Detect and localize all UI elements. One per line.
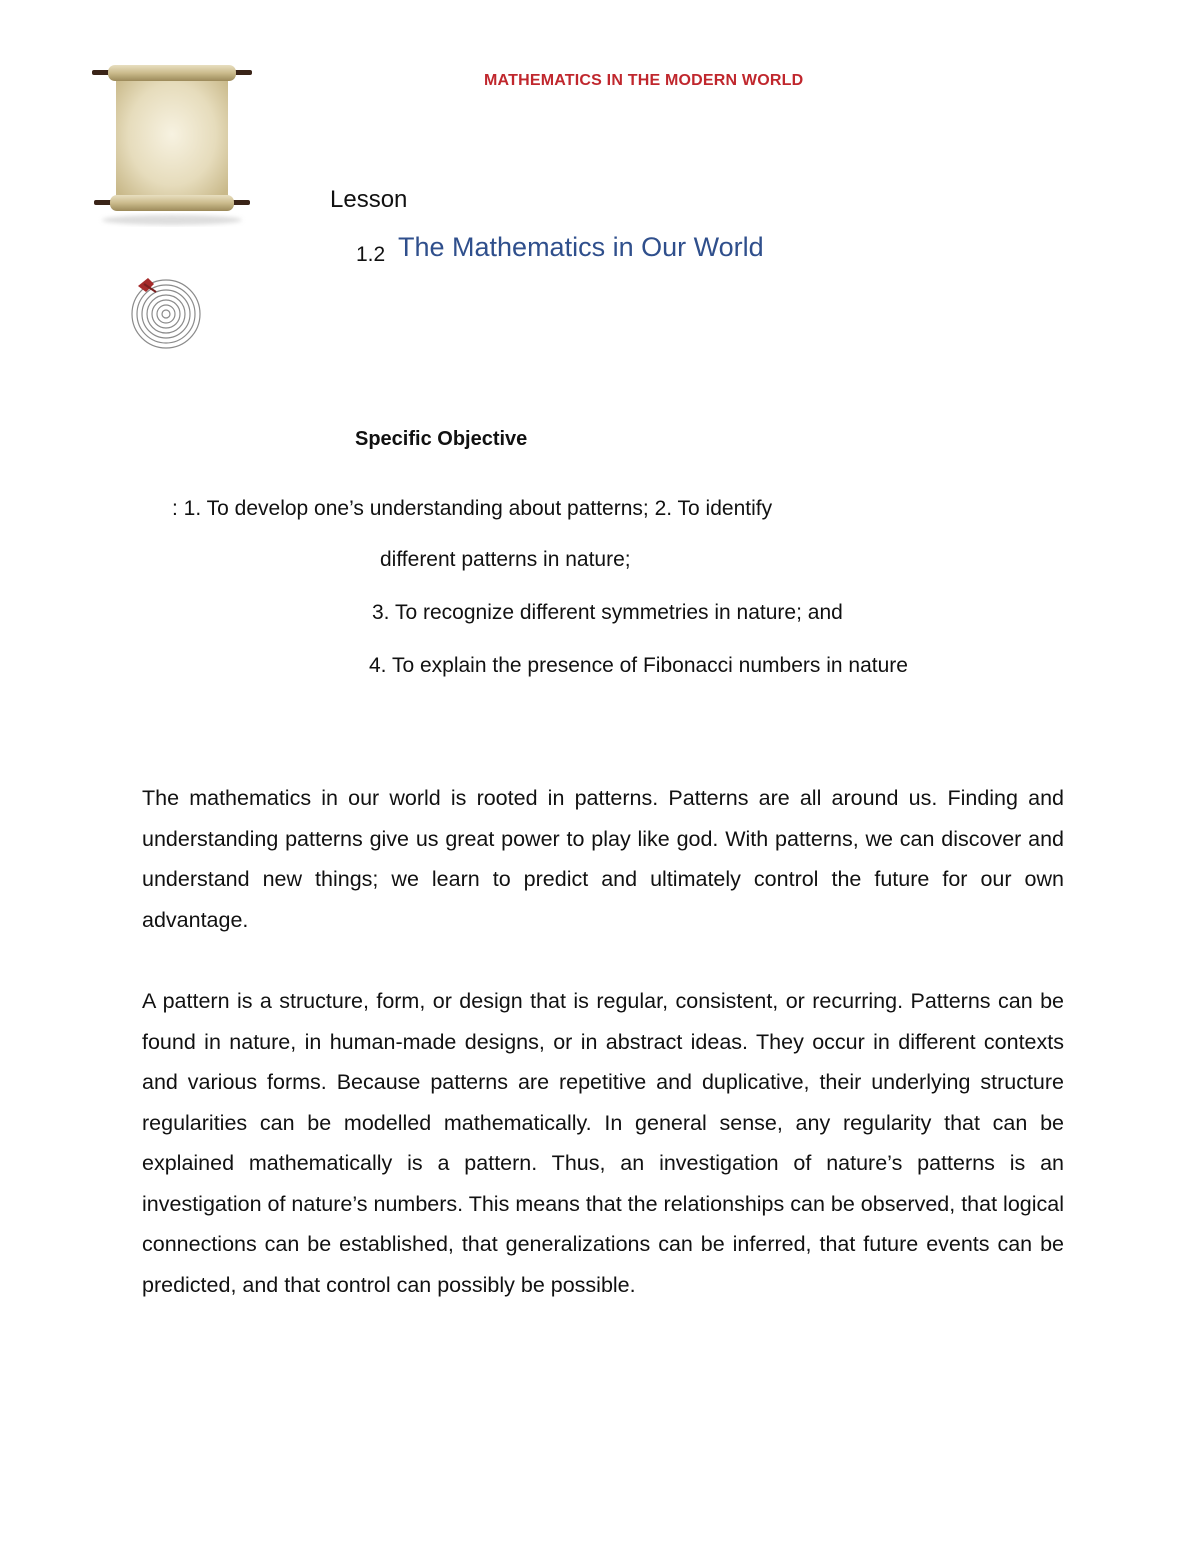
objective-line: 4. To explain the presence of Fibonacci numbers in nature	[369, 654, 908, 677]
lesson-number: 1.2	[356, 243, 386, 266]
lesson-label: Lesson	[330, 186, 408, 213]
objective-line: : 1. To develop one’s understanding about patterns; 2. To identify	[172, 497, 773, 520]
lesson-title: The Mathematics in Our World	[398, 232, 764, 262]
target-icon	[126, 272, 206, 352]
body-paragraph: A pattern is a structure, form, or design that is regular, consistent, or recurring. Patterns can be found in nature, in human-made designs, or in abstract ideas. They occur in different contexts and various forms. Because patterns are repetitive and duplicative, their underlying structure regularities can be modelled mathematically. In general sense, any regularity that can be explained mathematically is a pattern. Thus, an investigation of nature’s patterns is an investigation of nature’s numbers. This means that the relationships can be observed, that logical connections can be established, that generalizations can be inferred, that future events can be predicted, and that control can possibly be possible.	[142, 989, 1064, 1297]
body-paragraph: The mathematics in our world is rooted in patterns. Patterns are all around us. Finding and understanding patterns give us great power to play like god. With patterns, we can discover and understand new things; we learn to predict and ultimately control the future for our own advantage.	[142, 786, 1064, 932]
scroll-icon	[86, 60, 258, 230]
objective-line: 3. To recognize different symmetries in nature; and	[372, 601, 843, 624]
objective-line: different patterns in nature;	[380, 548, 631, 571]
course-title: MATHEMATICS IN THE MODERN WORLD	[484, 72, 804, 89]
objective-heading: Specific Objective	[355, 428, 528, 450]
